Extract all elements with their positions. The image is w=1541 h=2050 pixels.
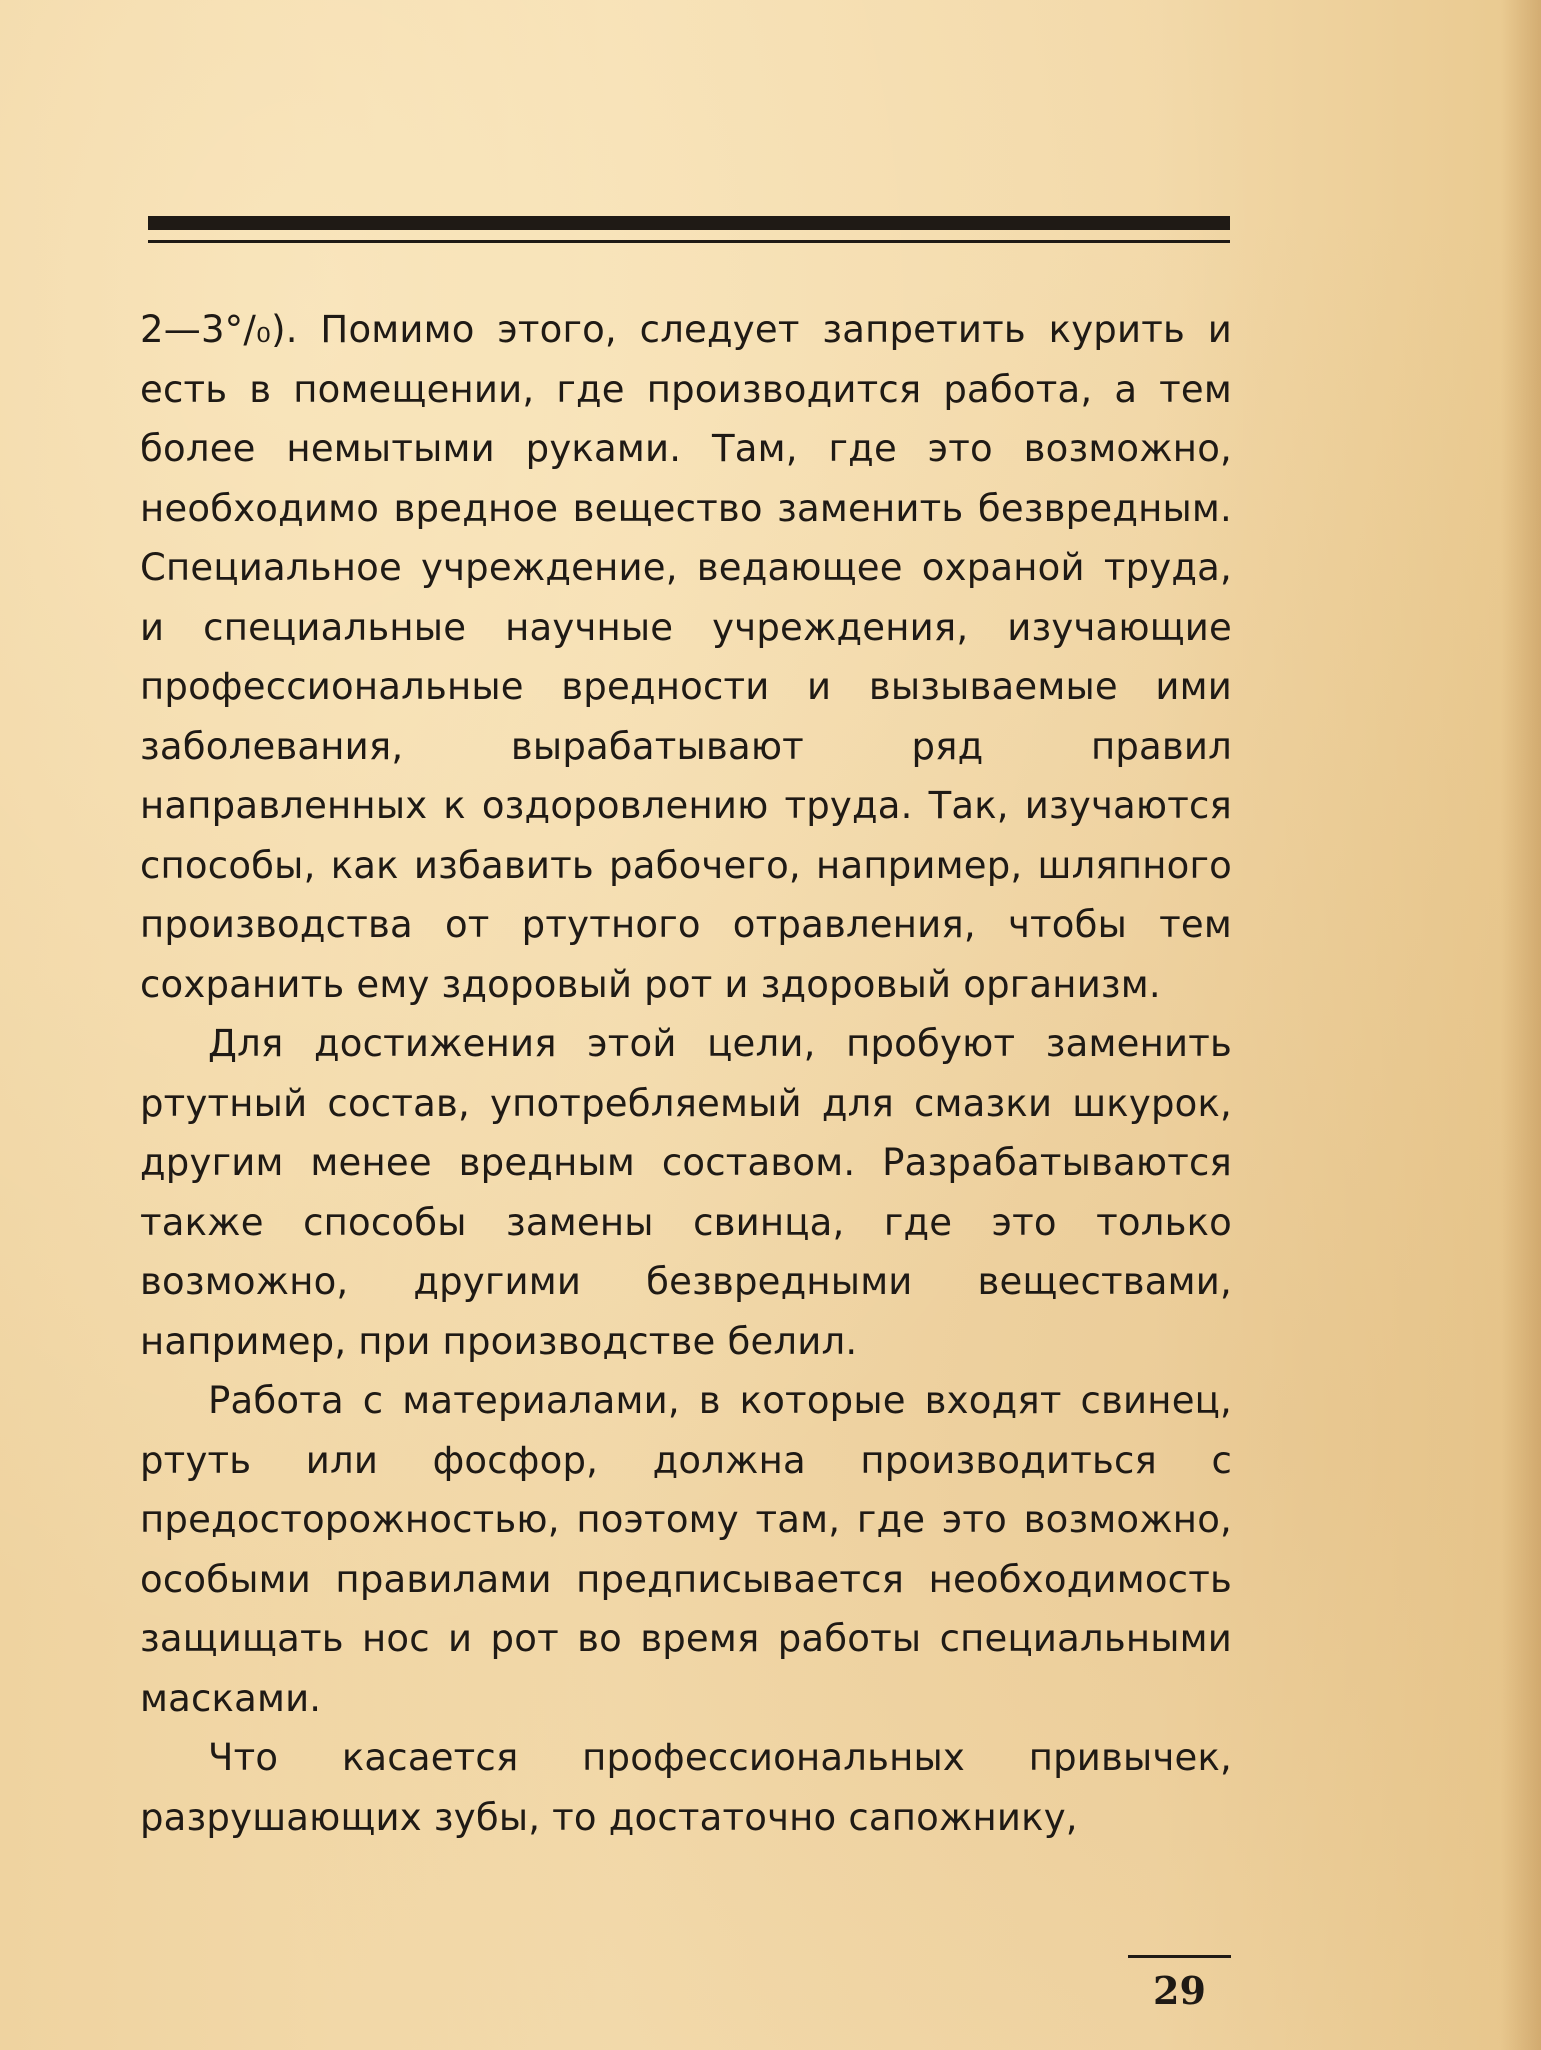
page-edge-shadow [1501,0,1541,2050]
footer-rule [1128,1955,1231,1958]
page-number: 29 [1153,1968,1206,2013]
header-rule-thin [148,240,1230,243]
paragraph-4: Что касается профессиональных привычек, разрушающих зубы, то достаточно сапожнику, [140,1736,1232,1839]
body-text [140,300,1232,1847]
paragraph-3: Работа с материалами, в которые входят свинец, ртуть или фосфор, должна производиться с предосторожностью, поэтому там, где это возможно, особыми правилами предписывается необходимость защищать нос и рот во время работы специальными масками. [140,1379,1232,1720]
paragraph-1: 2—3°/₀). Помимо этого, следует запретить курить и есть в помещении, где производится работа, а тем более немытыми руками. Там, где это возможно, необходимо вредное вещество заменить безвредным. Специальное учреждение, ведающее охраной труда, и специальные научные учреждения, изучающие профессиональные вредности и вызываемые ими заболевания, вырабатывают ряд правил направленных к оздоровлению труда. Так, изучаются способы, как избавить рабочего, например, шляпного производства от ртутного отравления, чтобы тем сохранить ему здоровый рот и здоровый организм. [140,308,1232,1006]
paragraph-2: Для достижения этой цели, пробуют заменить ртутный состав, употребляемый для смазки шкурок, другим менее вредным составом. Разрабатываются также способы замены свинца, где это только возможно, другими безвредными веществами, например, при производстве белил. [140,1022,1232,1363]
header-rule-thick [148,216,1230,230]
